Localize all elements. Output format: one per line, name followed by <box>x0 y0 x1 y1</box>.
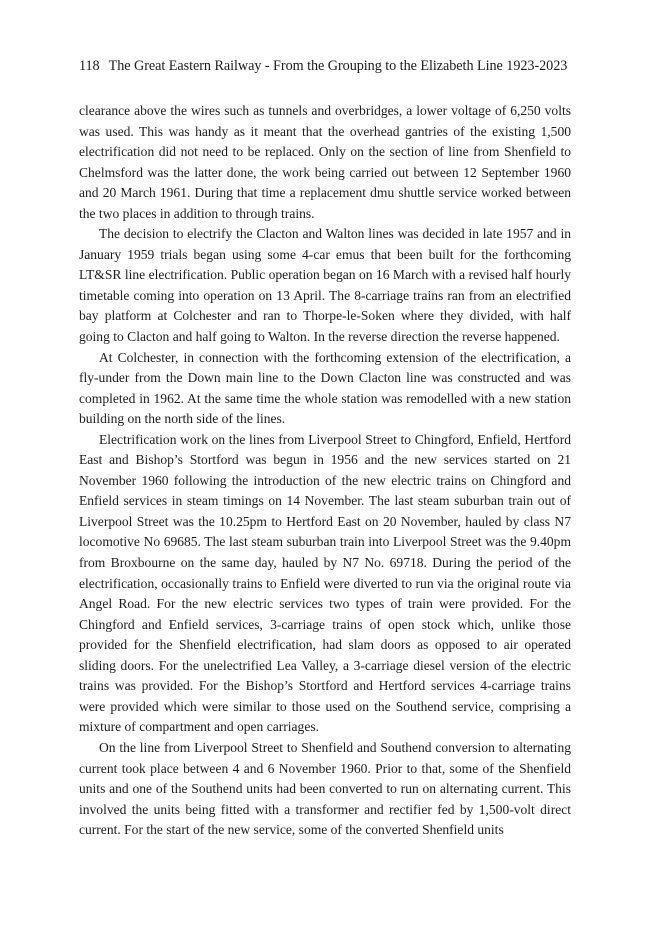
book-page <box>79 0 571 929</box>
page-number: 118 <box>79 58 100 74</box>
paragraph-continued: clearance above the wires such as tunnels and overbridges, a lower voltage of 6,250 volts was used. This was handy as it meant that the overhead gantries of the existing 1,500 electrification did not need to be replaced. Only on the section of line from Shenfield to Chelmsford was the latter done, the work being carried out between 12 September 1960 and 20 March 1961. During that time a replacement dmu shuttle service worked between the two places in addition to through trains. <box>79 103 571 221</box>
body-text <box>79 101 571 841</box>
paragraph-shenfield-southend: On the line from Liverpool Street to Shenfield and Southend conversion to alternating current took place between 4 and 6 November 1960. Prior to that, some of the Shenfield units and one of the Southend units had been converted to run on alternating current. This involved the units being fitted with a transformer and rectifier fed by 1,500-volt direct current. For the start of the new service, some of the converted Shenfield units <box>79 739 571 838</box>
paragraph-colchester: At Colchester, in connection with the forthcoming extension of the electrification, a fly-under from the Down main line to the Down Clacton line was constructed and was completed in 1962. At the same time the whole station was remodelled with a new station building on the north side of the lines. <box>79 349 571 427</box>
running-header <box>79 56 571 76</box>
paragraph-chingford-enfield: Electrification work on the lines from Liverpool Street to Chingford, Enfield, Hertford East and Bishop’s Stortford was begun in 1956 and the new services started on 21 November 1960 following the introduction of the new electric trains on Chingford and Enfield services in steam timings on 14 November. The last steam suburban train out of Liverpool Street was the 10.25pm to Hertford East on 20 November, hauled by class N7 locomotive No 69685. The last steam suburban train into Liverpool Street was the 9.40pm from Broxbourne on the same day, hauled by N7 No. 69718. During the period of the electrification, occasionally trains to Enfield were diverted to run via the original route via Angel Road. For the new electric services two types of train were provided. For the Chingford and Enfield services, 3-carriage trains of open stock which, unlike those provided for the Shenfield electrification, had slam doors as opposed to air operated sliding doors. For the unelectrified Lea Valley, a 3-carriage diesel version of the electric trains was provided. For the Bishop’s Stortford and Hertford services 4-carriage trains were provided which were similar to those used on the Southend service, comprising a mixture of compartment and open carriages. <box>79 431 571 735</box>
paragraph-clacton-walton: The decision to electrify the Clacton and Walton lines was decided in late 1957 and in January 1959 trials began using some 4-car emus that been built for the forthcoming LT&SR line electrification. Public operation began on 16 March with a revised half hourly timetable coming into operation on 13 April. The 8-carriage trains ran from an electrified bay platform at Colchester and ran to Thorpe-le-Soken where they divided, with half going to Clacton and half going to Walton. In the reverse direction the reverse happened. <box>79 226 571 345</box>
running-title: The Great Eastern Railway - From the Grouping to the Elizabeth Line 1923-2023 <box>108 58 568 74</box>
